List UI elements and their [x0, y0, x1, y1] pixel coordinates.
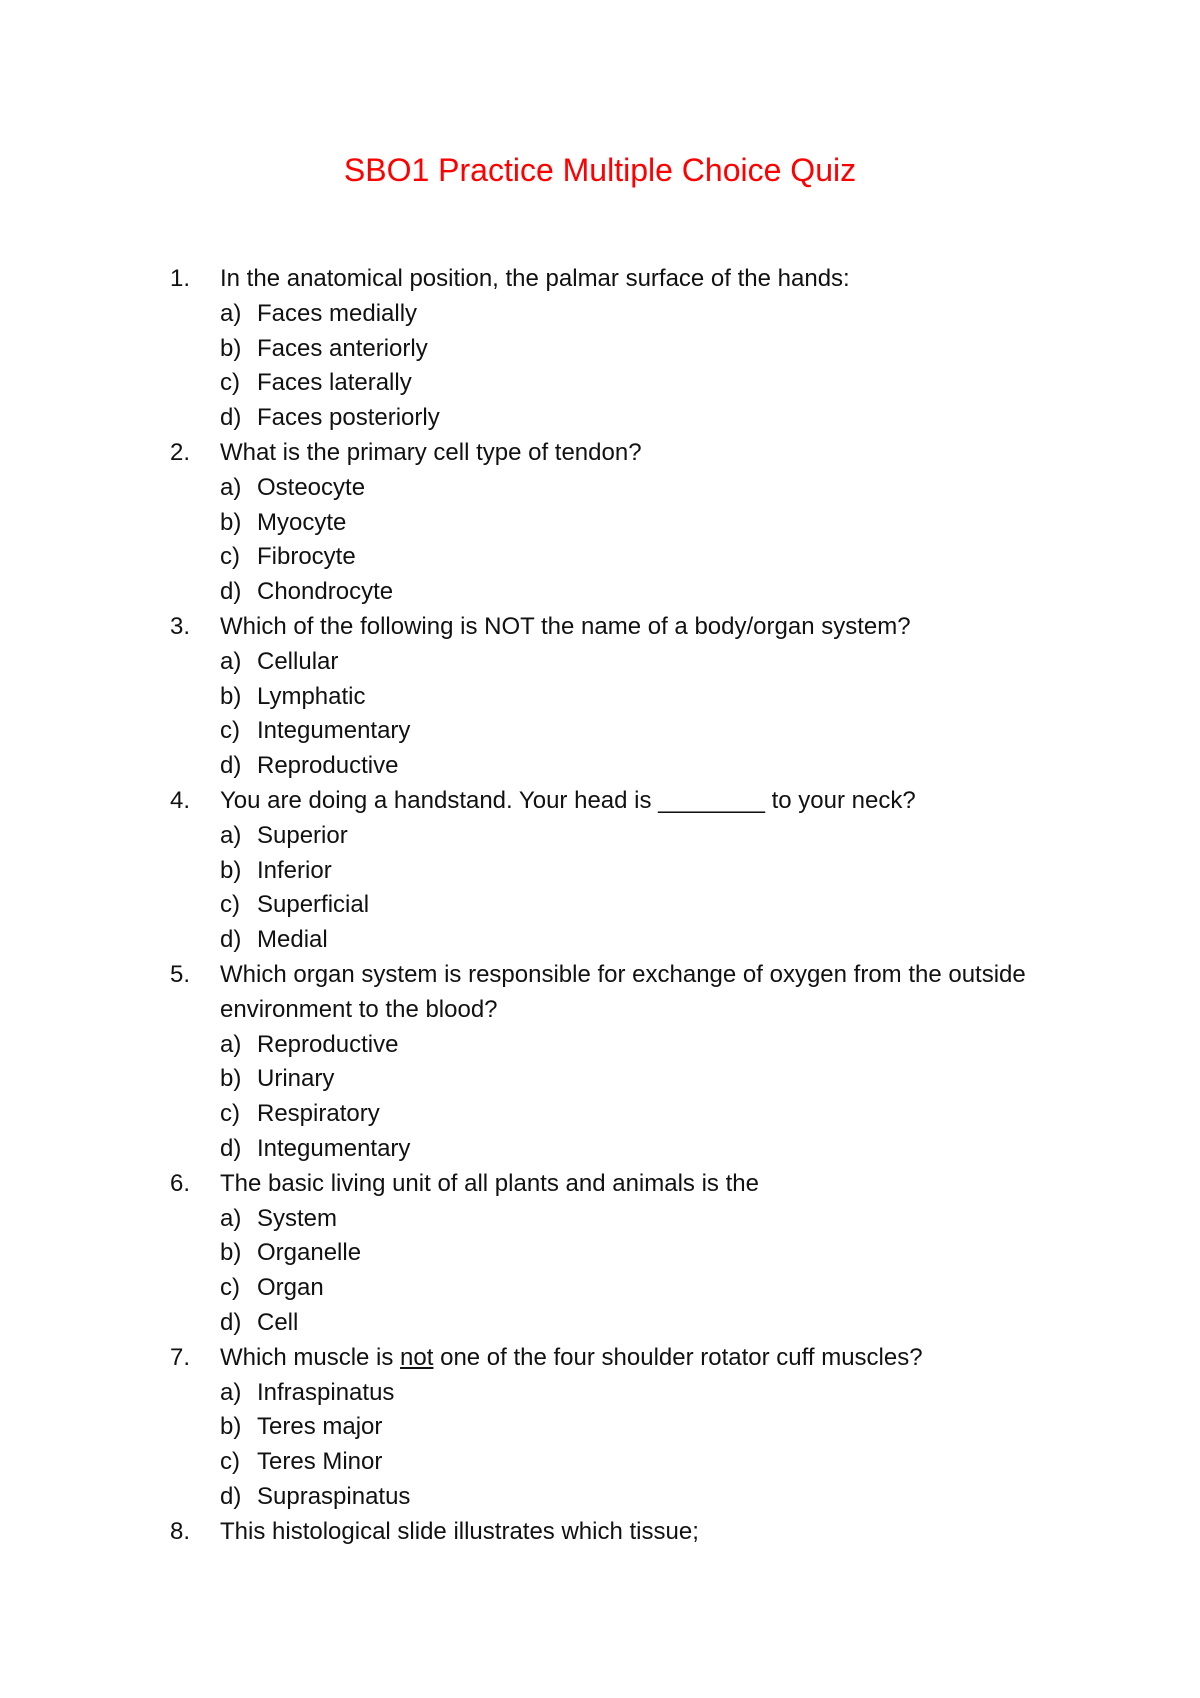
- question-item: [170, 958, 1050, 1167]
- option-item: [220, 1097, 1050, 1132]
- option-label: c): [220, 543, 240, 571]
- option-item: [220, 506, 1050, 541]
- option-label: a): [220, 821, 242, 849]
- option-label: c): [220, 1448, 240, 1476]
- question-text-part: one of the four shoulder rotator cuff muscles?: [433, 1343, 923, 1371]
- option-item: [220, 1376, 1050, 1411]
- option-text: Cell: [257, 1308, 299, 1336]
- option-item: [220, 297, 1050, 332]
- option-label: c): [220, 1100, 240, 1128]
- option-list: [220, 1202, 1050, 1341]
- question-item: [170, 784, 1050, 958]
- option-item: [220, 1202, 1050, 1237]
- option-label: b): [220, 1239, 242, 1267]
- option-item: [220, 1410, 1050, 1445]
- option-text: Superior: [257, 821, 348, 849]
- option-text: Urinary: [257, 1065, 335, 1093]
- option-list: [220, 297, 1050, 436]
- question-item: [170, 1167, 1050, 1341]
- option-list: [220, 819, 1050, 958]
- option-item: [220, 923, 1050, 958]
- option-label: b): [220, 508, 242, 536]
- question-number: 3.: [170, 612, 191, 640]
- option-item: [220, 332, 1050, 367]
- option-text: Medial: [257, 926, 328, 954]
- option-item: [220, 1062, 1050, 1097]
- option-label: d): [220, 578, 242, 606]
- option-text: Faces posteriorly: [257, 404, 440, 432]
- option-item: [220, 749, 1050, 784]
- option-text: Faces medially: [257, 299, 418, 327]
- option-item: [220, 714, 1050, 749]
- option-text: Integumentary: [257, 1134, 411, 1162]
- option-item: [220, 540, 1050, 575]
- option-label: a): [220, 1030, 242, 1058]
- option-label: a): [220, 647, 242, 675]
- option-label: d): [220, 404, 242, 432]
- question-text-emphasis: not: [400, 1343, 434, 1371]
- option-item: [220, 1028, 1050, 1063]
- question-number: 2.: [170, 438, 191, 466]
- question-text: Which of the following is NOT the name of a body/organ system?: [220, 612, 911, 640]
- option-label: d): [220, 926, 242, 954]
- question-text: [220, 1341, 1050, 1376]
- question-text: Which organ system is responsible for exchange of oxygen from the outside environment to the blood?: [220, 960, 1026, 1023]
- option-list: [220, 645, 1050, 784]
- option-label: d): [220, 1134, 242, 1162]
- option-item: [220, 1445, 1050, 1480]
- option-label: c): [220, 1274, 240, 1302]
- option-item: [220, 471, 1050, 506]
- option-label: c): [220, 369, 240, 397]
- option-item: [220, 854, 1050, 889]
- question-text-part: Which muscle is: [220, 1343, 401, 1371]
- option-label: d): [220, 1482, 242, 1510]
- option-item: [220, 680, 1050, 715]
- option-label: b): [220, 1413, 242, 1441]
- option-text: Chondrocyte: [257, 578, 394, 606]
- question-number: 6.: [170, 1169, 191, 1197]
- question-item: [170, 1341, 1050, 1515]
- question-number: 1.: [170, 265, 191, 292]
- option-text: Osteocyte: [257, 473, 366, 501]
- option-label: d): [220, 1308, 242, 1336]
- option-text: Supraspinatus: [257, 1482, 411, 1510]
- option-text: Organelle: [257, 1239, 362, 1267]
- option-text: Reproductive: [257, 1030, 399, 1058]
- option-item: [220, 1480, 1050, 1515]
- option-label: a): [220, 299, 242, 327]
- option-text: Myocyte: [257, 508, 347, 536]
- option-list: [220, 1376, 1050, 1515]
- option-item: [220, 401, 1050, 436]
- option-text: Organ: [257, 1274, 324, 1302]
- option-text: Fibrocyte: [257, 543, 356, 571]
- option-label: d): [220, 752, 242, 780]
- option-text: Faces laterally: [257, 369, 412, 397]
- option-text: Integumentary: [257, 717, 411, 745]
- option-item: [220, 366, 1050, 401]
- option-text: Faces anteriorly: [257, 334, 428, 362]
- option-label: b): [220, 682, 242, 710]
- option-item: [220, 1132, 1050, 1167]
- question-item: [170, 610, 1050, 784]
- question-number: 7.: [170, 1343, 191, 1371]
- option-label: b): [220, 856, 242, 884]
- question-number: 4.: [170, 786, 191, 814]
- question-text: What is the primary cell type of tendon?: [220, 438, 642, 466]
- option-text: Cellular: [257, 647, 339, 675]
- option-text: Infraspinatus: [257, 1378, 395, 1406]
- quiz-title: SBO1 Practice Multiple Choice Quiz: [343, 152, 857, 188]
- option-text: Teres Minor: [257, 1448, 383, 1476]
- question-item: [170, 436, 1050, 610]
- question-text: In the anatomical position, the palmar surface of the hands:: [220, 265, 850, 292]
- option-label: a): [220, 1378, 242, 1406]
- option-label: b): [220, 1065, 242, 1093]
- option-list: [220, 1028, 1050, 1167]
- option-text: Superficial: [257, 891, 370, 919]
- option-label: c): [220, 891, 240, 919]
- option-text: Teres major: [257, 1413, 383, 1441]
- option-item: [220, 575, 1050, 610]
- option-label: b): [220, 334, 242, 362]
- option-item: [220, 1236, 1050, 1271]
- question-number: 5.: [170, 960, 191, 988]
- option-label: c): [220, 717, 240, 745]
- option-item: [220, 1306, 1050, 1341]
- question-list: [170, 262, 1050, 1549]
- question-number: 8.: [170, 1517, 191, 1545]
- option-text: Inferior: [257, 856, 332, 884]
- question-item: [170, 1515, 1050, 1550]
- option-label: a): [220, 473, 242, 501]
- option-item: [220, 819, 1050, 854]
- question-text: You are doing a handstand. Your head is ________ to your neck?: [220, 786, 916, 814]
- option-item: [220, 645, 1050, 680]
- option-text: Lymphatic: [257, 682, 366, 710]
- option-text: System: [257, 1204, 338, 1232]
- option-list: [220, 471, 1050, 610]
- question-text: This histological slide illustrates which tissue;: [220, 1517, 699, 1545]
- question-text: The basic living unit of all plants and animals is the: [220, 1169, 759, 1197]
- option-item: [220, 1271, 1050, 1306]
- option-item: [220, 888, 1050, 923]
- question-item: [170, 262, 1050, 436]
- option-label: a): [220, 1204, 242, 1232]
- option-text: Reproductive: [257, 752, 399, 780]
- option-text: Respiratory: [257, 1100, 380, 1128]
